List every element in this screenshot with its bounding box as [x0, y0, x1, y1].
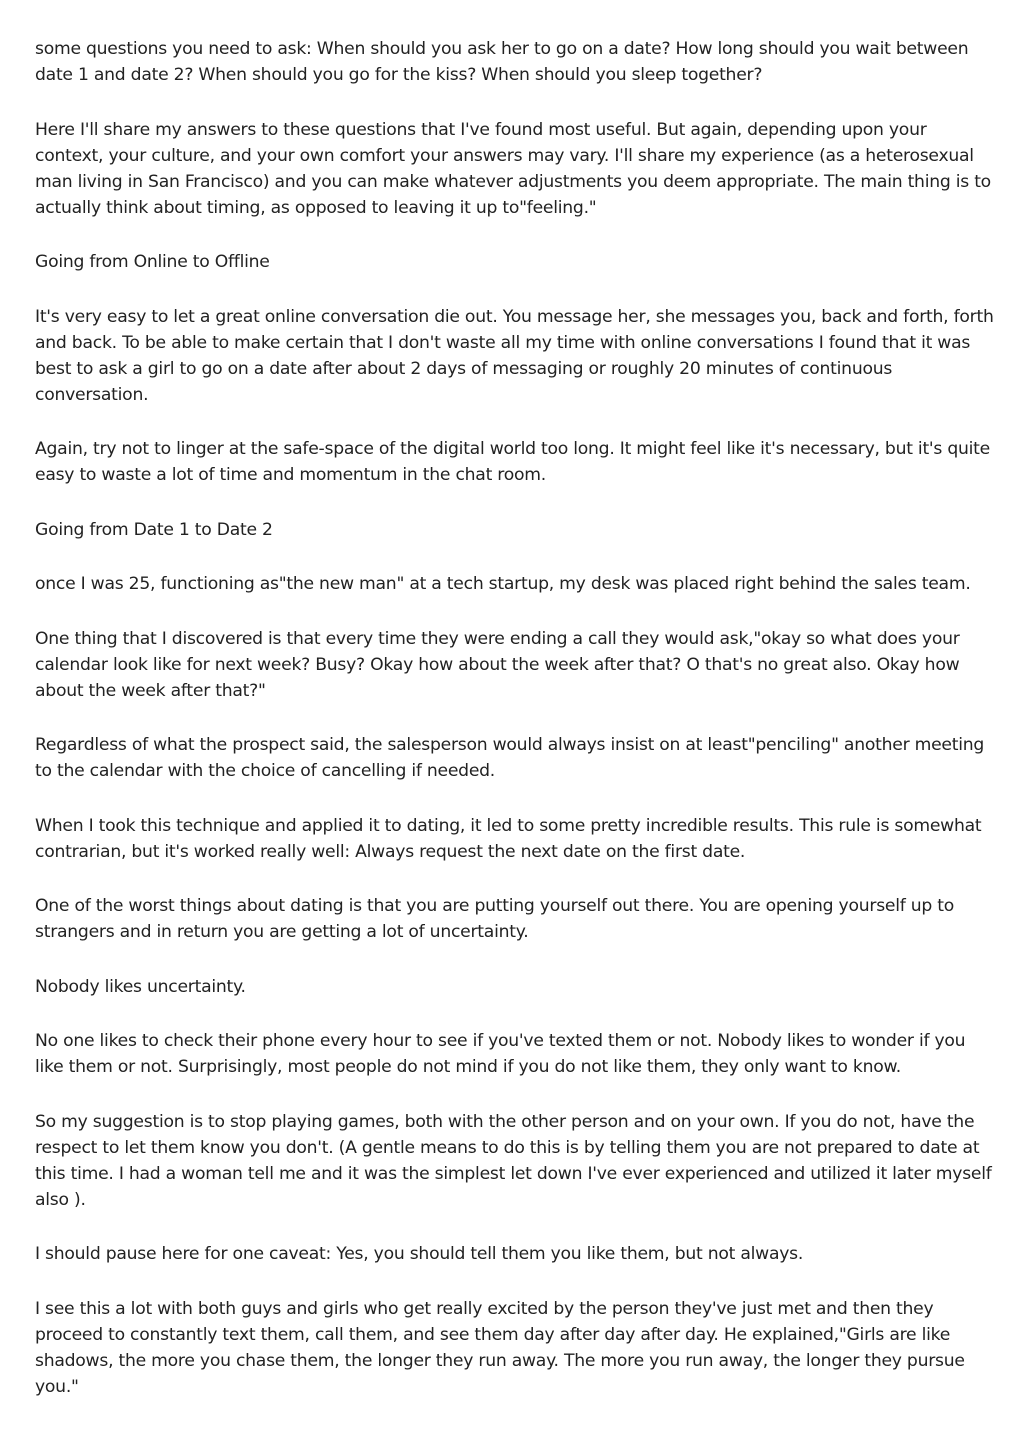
paragraph-1: some questions you need to ask: When should you ask her to go on a date? How long should you wait between date 1 and date 2? When should you go for the kiss? When should you sleep together? — [35, 39, 969, 85]
paragraph-7: Regardless of what the prospect said, the salesperson would always insist on at least"penciling" another meeting to the calendar with the choice of cancelling if needed. — [35, 735, 985, 781]
paragraph-14: I see this a lot with both guys and girls who get really excited by the person they've just met and then they proceed to constantly text them, call them, and see them day after day after day. He explained,"Girls are like shadows, the more you chase them, the longer they run away. The more you run away, the longer they pursue you." — [35, 1298, 965, 1397]
paragraph-2: Here I'll share my answers to these questions that I've found most useful. But again, depending upon your context, your culture, and your own comfort your answers may vary. I'll share my experience (as a heterosexual man living in San Francisco) and you can make whatever adjustments you deem appropriate. The main thing is to actually think about timing, as opposed to leaving it up to"feeling." — [35, 119, 991, 218]
paragraph-12: So my suggestion is to stop playing games, both with the other person and on your own. If you do not, have the respect to let them know you don't. (A gentle means to do this is by telling them you are not prepared to date at this time. I had a woman tell me and it was the simplest let down I've ever experienced and utilized it later myself also ). — [35, 1111, 992, 1210]
paragraph-9: One of the worst things about dating is that you are putting yourself out there. You are opening yourself up to strangers and in return you are getting a lot of uncertainty. — [35, 896, 955, 942]
paragraph-11: No one likes to check their phone every hour to see if you've texted them or not. Nobody likes to wonder if you like them or not. Surprisingly, most people do not mind if you do not like them, they only want to know. — [35, 1031, 966, 1077]
paragraph-4: Again, try not to linger at the safe-space of the digital world too long. It might feel like it's necessary, but it's quite easy to waste a lot of time and momentum in the chat room. — [35, 439, 990, 485]
paragraph-10: Nobody likes uncertainty. — [35, 976, 246, 997]
section-heading-online-to-offline: Going from Online to Offline — [35, 252, 270, 272]
paragraph-13: I should pause here for one caveat: Yes, you should tell them you like them, but not always. — [35, 1244, 804, 1264]
paragraph-6: One thing that I discovered is that every time they were ending a call they would ask,"okay so what does your calendar look like for next week? Busy? Okay how about the week after that? O that's no great also. Okay how about the week after that?" — [35, 628, 960, 701]
paragraph-5: once I was 25, functioning as"the new man" at a tech startup, my desk was placed right behind the sales team. — [35, 574, 971, 594]
paragraph-3: It's very easy to let a great online conversation die out. You message her, she messages you, back and forth, forth and back. To be able to make certain that I don't waste all my time with online conversations I found that it was best to ask a girl to go on a date after about 2 days of messaging or roughly 20 minutes of continuous conversation. — [35, 306, 994, 405]
section-heading-date1-to-date2: Going from Date 1 to Date 2 — [35, 519, 273, 540]
paragraph-8: When I took this technique and applied it to dating, it led to some pretty incredible results. This rule is somewhat contrarian, but it's worked really well: Always request the next date on the first date. — [35, 815, 982, 862]
